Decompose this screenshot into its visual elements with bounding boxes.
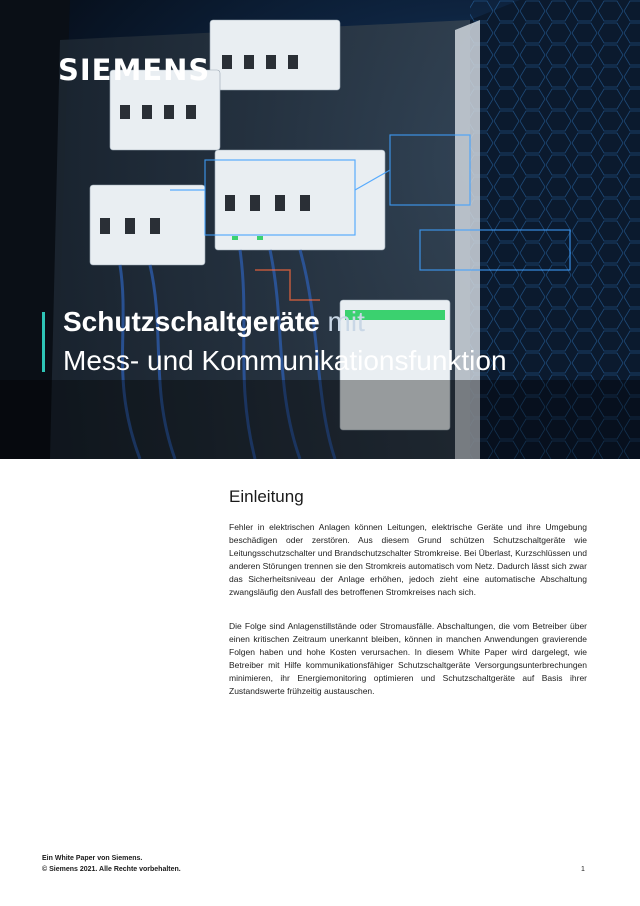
footer-copyright: © Siemens 2021. Alle Rechte vorbehalten. (42, 866, 181, 873)
section-heading: Einleitung (229, 487, 304, 506)
siemens-logo: SIEMENS (58, 53, 211, 87)
page-subtitle: Mess- und Kommunikationsfunktion (63, 345, 507, 376)
intro-paragraph-1: Fehler in elektrischen Anlagen können Leitungen, elektrische Geräte und ihre Umgebung beschädigen oder zerstören. Aus diesem Grund schützen Schutzschaltgeräte wie Leitungsschutzschalter und Brandschutzschalter Stromkreise. Bei Überlast, Kurzschlüssen und anderen Störungen trennen sie den Stromkreis automatisch vom Netz. Dadurch lässt sich zwar das Sicherheitsniveau der Anlage erhöhen, jedoch zieht eine automatische Abschaltung zwangsläufig den Ausfall des betroffenen Stromkreises nach sich. (229, 522, 587, 598)
page-title (63, 306, 365, 338)
page-number: 1 (581, 866, 585, 873)
footer-publisher: Ein White Paper von Siemens. (42, 855, 143, 862)
title-bold: Schutzschaltgeräte (63, 306, 320, 337)
title-accent-bar (42, 312, 45, 372)
intro-paragraph-2: Die Folge sind Anlagenstillstände oder Stromausfälle. Abschaltungen, die vom Betreiber über einen kritischen Zeitraum unerkannt bleiben, können in manchen Anwendungen gravierende Folgen haben und hohe Kosten verursachen. In diesem White Paper wird dargelegt, wie Betreiber mit Hilfe kommunikationsfähiger Schutzschaltgeräte Versorgungsunterbrechungen minimieren, ihr Energiemonitoring optimieren und Schutzschaltgeräte auf Basis ihrer Zustandswerte frühzeitig austauschen. (229, 621, 587, 697)
title-light: mit (327, 306, 365, 337)
